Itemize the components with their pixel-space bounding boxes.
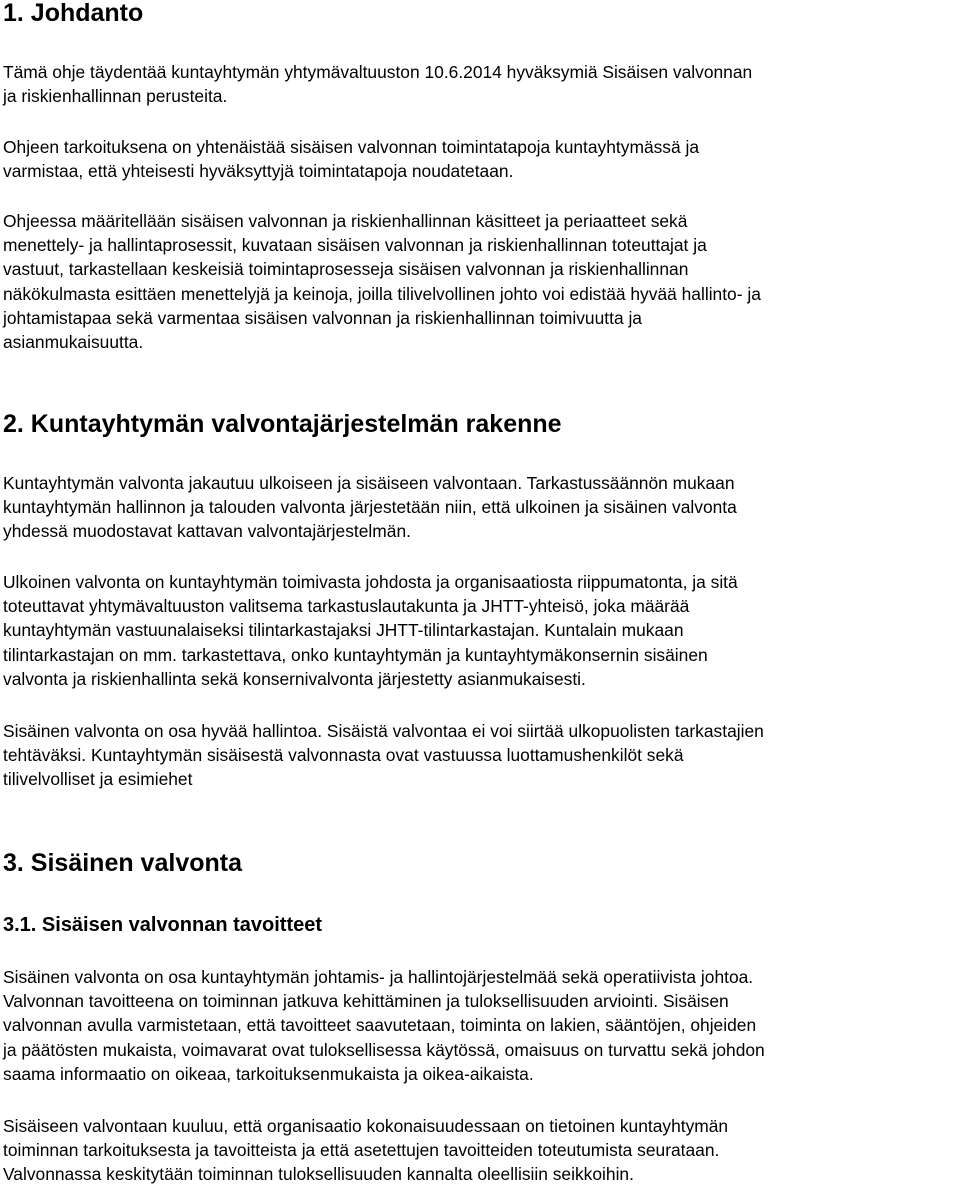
text-line: toteuttavat yhtymävaltuuston valitsema tarkastuslautakunta ja JHTT-yhteisö, joka määrää: [3, 596, 690, 617]
text-line: tilivelvolliset ja esimiehet: [3, 769, 193, 790]
text-line: Sisäiseen valvontaan kuuluu, että organisaatio kokonaisuudessaan on tietoinen kuntayhtymän: [3, 1116, 729, 1136]
text-line: johtamistapaa sekä varmentaa sisäisen valvonnan ja riskienhallinnan toimivuutta ja: [3, 307, 642, 328]
paragraph: [3, 60, 957, 108]
text-line: Kuntayhtymän valvonta jakautuu ulkoiseen ja sisäiseen valvontaan. Tarkastussäännön mukaan: [3, 473, 735, 493]
text-line: Ulkoinen valvonta on kuntayhtymän toimivasta johdosta ja organisaatiosta riippumatonta, ja sitä: [3, 572, 738, 592]
text-line: tehtäväksi. Kuntayhtymän sisäisestä valvonnasta ovat vastuussa luottamushenkilöt sekä: [3, 745, 684, 766]
text-line: tilintarkastajan on mm. tarkastettava, onko kuntayhtymän ja kuntayhtymäkonsernin sisäinen: [3, 644, 708, 665]
paragraph: [3, 209, 957, 354]
section-heading-johdanto: 1. Johdanto: [3, 0, 144, 27]
text-line: menettely- ja hallintaprosessit, kuvataan sisäisen valvonnan ja riskienhallinnan toteuttajat ja: [3, 235, 707, 256]
text-line: Valvonnassa keskitytään toiminnan tuloksellisuuden kannalta oleellisiin seikkoihin.: [3, 1164, 634, 1185]
text-line: valvonta ja riskienhallinta sekä konsernivalvonta järjestetty asianmukaisesti.: [3, 668, 586, 689]
text-line: toiminnan tarkoituksesta ja tavoitteista ja että asetettujen tavoitteiden toteutumista seurataan.: [3, 1140, 720, 1161]
text-line: vastuut, tarkastellaan keskeisiä toimintaprosesseja sisäisen valvonnan ja riskienhallinnan: [3, 259, 689, 280]
paragraph: [3, 1114, 957, 1187]
text-line: asianmukaisuutta.: [3, 332, 144, 353]
text-line: Ohjeessa määritellään sisäisen valvonnan ja riskienhallinnan käsitteet ja periaatteet sekä: [3, 211, 688, 231]
paragraph: [3, 719, 957, 792]
text-line: varmistaa, että yhteisesti hyväksyttyjä toimintatapoja noudatetaan.: [3, 161, 514, 182]
section-heading-valvontajarjestelma: 2. Kuntayhtymän valvontajärjestelmän rakenne: [3, 410, 562, 438]
text-line: näkökulmasta esittäen menettelyjä ja keinoja, joilla tilivelvollinen johto voi edistää hyvää hallinto- ja: [3, 283, 761, 304]
text-line: Sisäinen valvonta on osa kuntayhtymän johtamis- ja hallintojärjestelmää sekä operatiivista johtoa.: [3, 967, 754, 987]
subsection-heading-tavoitteet: 3.1. Sisäisen valvonnan tavoitteet: [3, 914, 323, 936]
section-heading-sisainen-valvonta: 3. Sisäinen valvonta: [3, 849, 242, 877]
text-line: Valvonnan tavoitteena on toiminnan jatkuva kehittäminen ja tuloksellisuuden arviointi. Sisäisen: [3, 991, 729, 1012]
text-line: Tämä ohje täydentää kuntayhtymän yhtymävaltuuston 10.6.2014 hyväksymiä Sisäisen valvonnan: [3, 62, 753, 82]
text-line: yhdessä muodostavat kattavan valvontajärjestelmän.: [3, 521, 411, 542]
paragraph: [3, 471, 957, 544]
text-line: kuntayhtymän hallinnon ja talouden valvonta järjestetään niin, että ulkoinen ja sisäinen valvonta: [3, 497, 737, 518]
text-line: saama informaatio on oikeaa, tarkoituksenmukaista ja oikea-aikaista.: [3, 1063, 534, 1084]
paragraph: [3, 135, 957, 183]
text-line: valvonnan avulla varmistetaan, että tavoitteet saavutetaan, toiminta on lakien, sääntöjen, ohjeiden: [3, 1015, 757, 1036]
paragraph: [3, 570, 957, 691]
text-line: kuntayhtymän vastuunalaiseksi tilintarkastajaksi JHTT-tilintarkastajan. Kuntalain mukaan: [3, 620, 684, 641]
text-line: Ohjeen tarkoituksena on yhtenäistää sisäisen valvonnan toimintatapoja kuntayhtymässä ja: [3, 137, 700, 157]
text-line: Sisäinen valvonta on osa hyvää hallintoa. Sisäistä valvontaa ei voi siirtää ulkopuolisten tarkastajien: [3, 721, 764, 741]
text-line: ja riskienhallinnan perusteita.: [3, 86, 228, 107]
text-line: ja päätösten mukaista, voimavarat ovat tuloksellisessa käytössä, omaisuus on turvattu sekä johdon: [3, 1039, 765, 1060]
paragraph: [3, 965, 957, 1086]
